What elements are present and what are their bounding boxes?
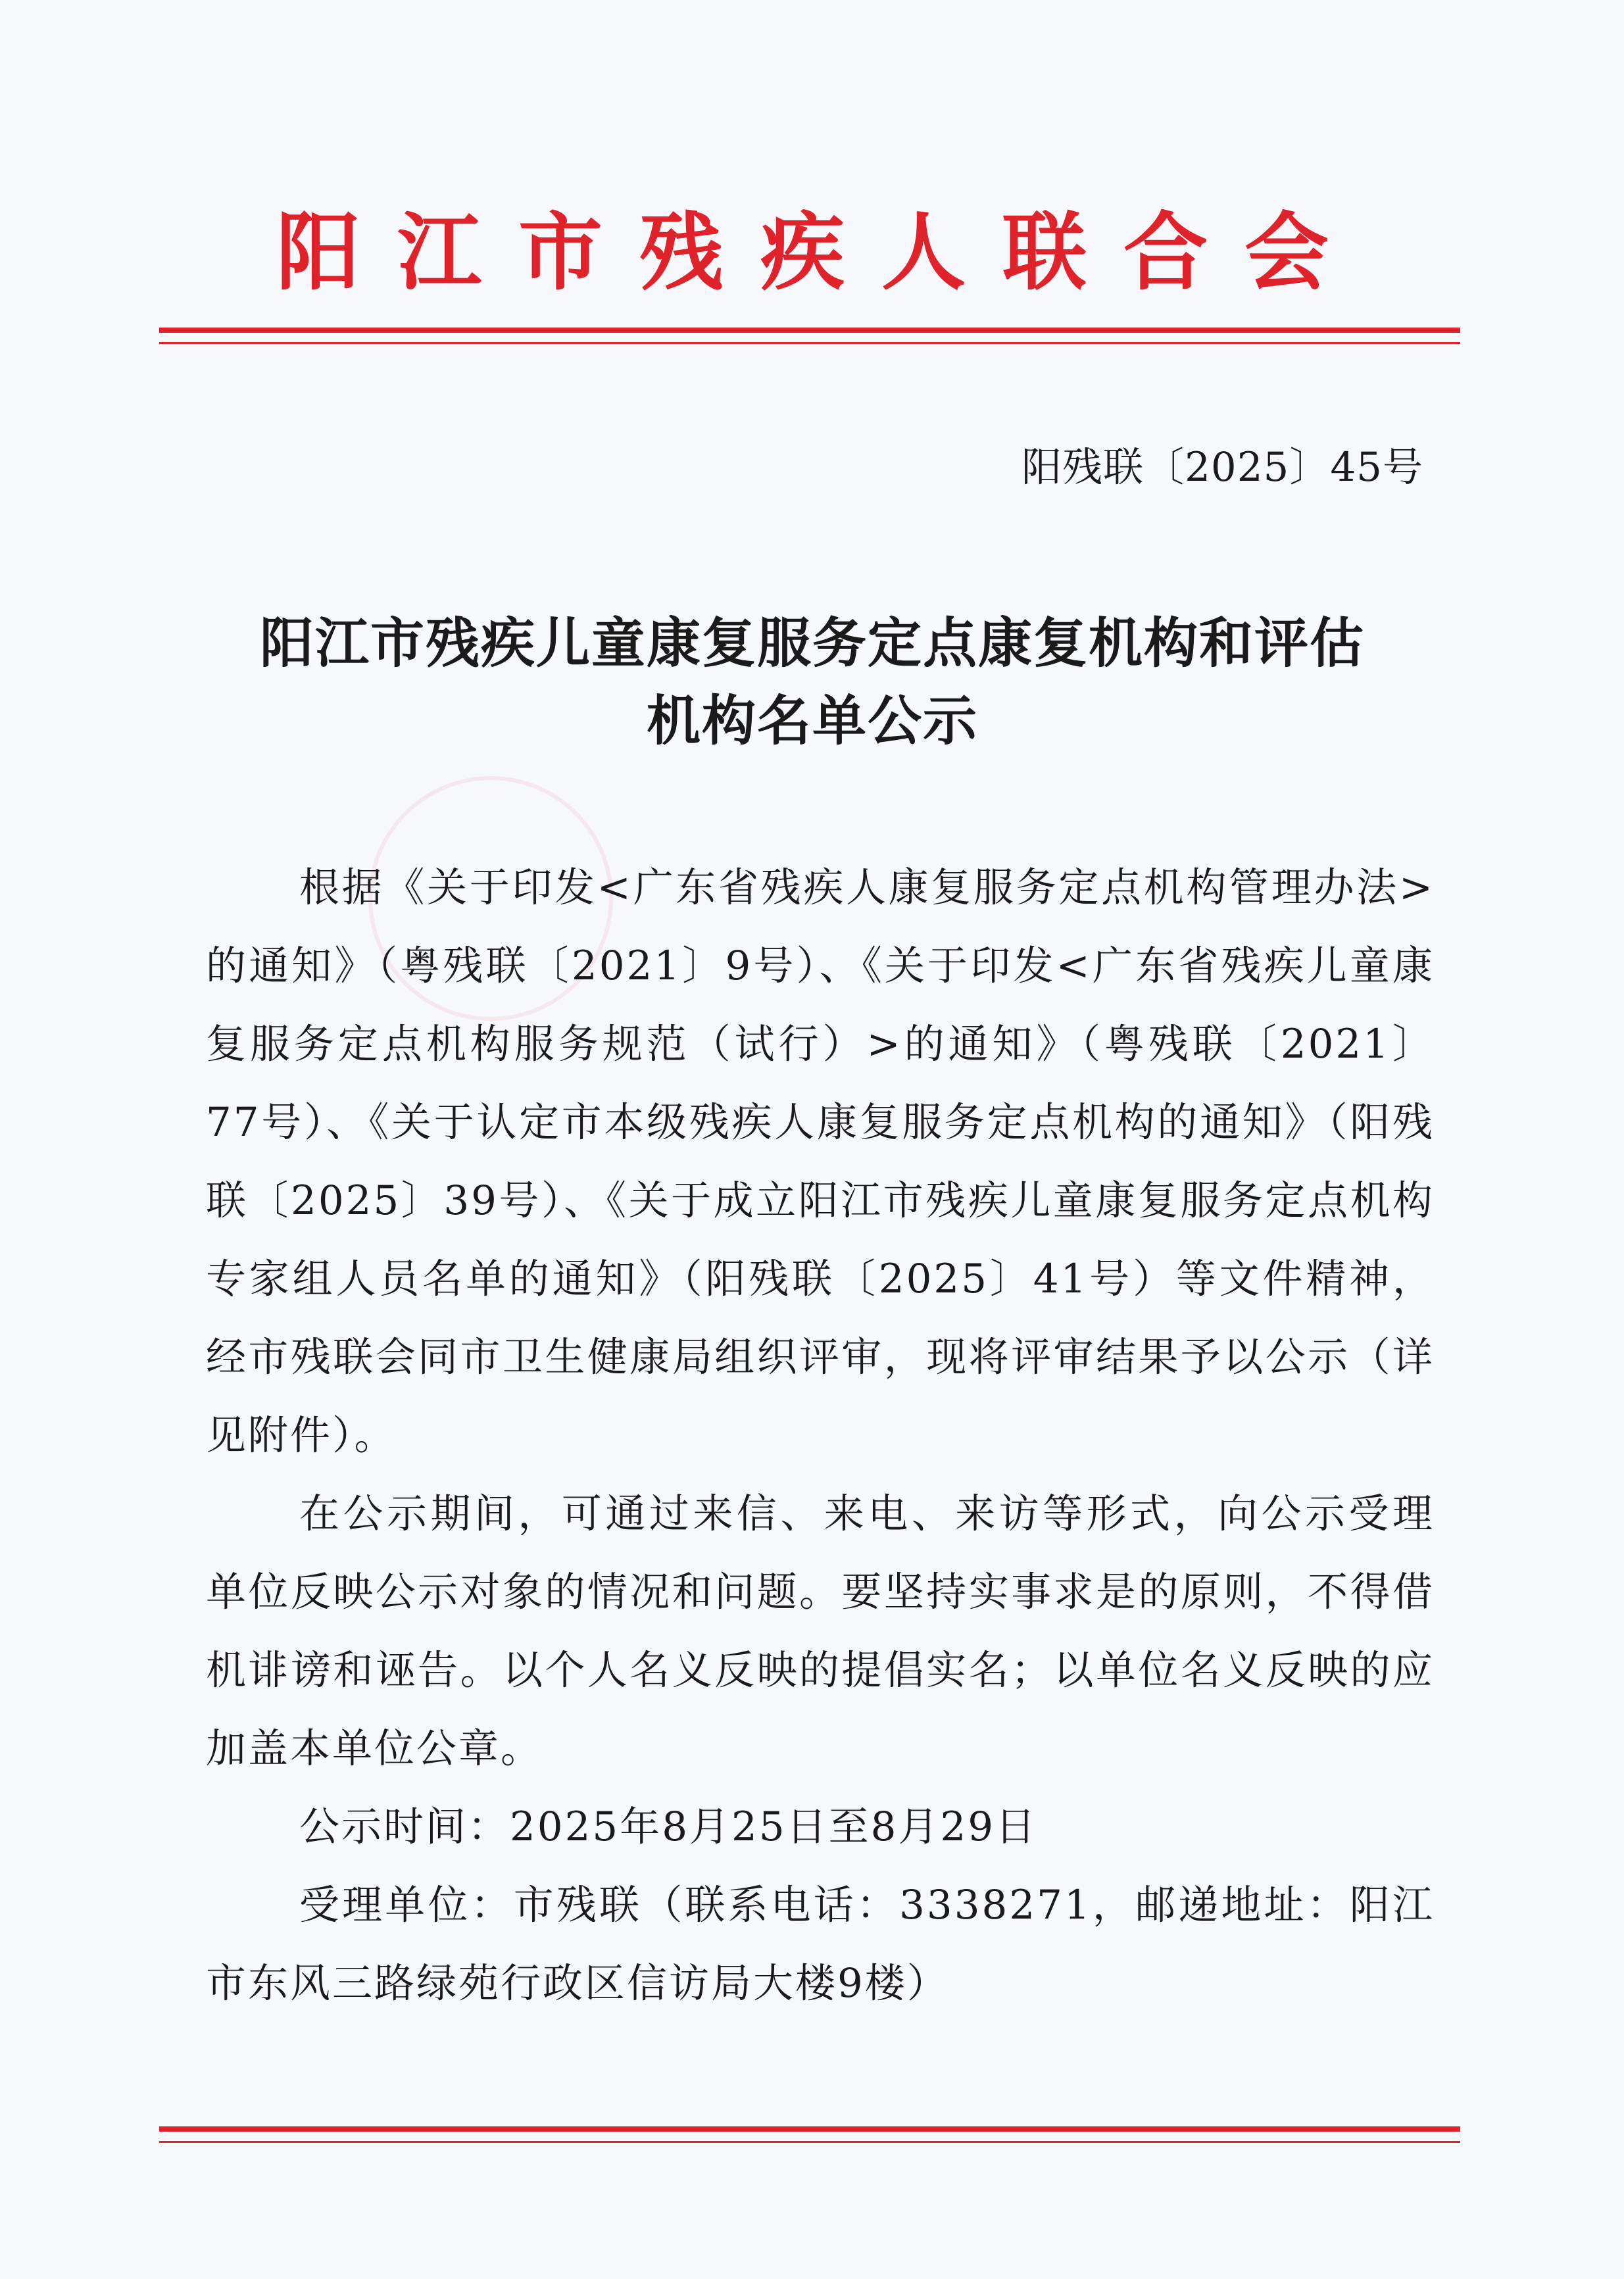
body-paragraph-contact: 受理单位：市残联（联系电话：3338271，邮递地址：阳江市东风三路绿苑行政区信访局大楼9楼） [206,1882,1435,2007]
body-paragraph-basis: 根据《关于印发<广东省残疾人康复服务定点机构管理办法>的通知》（粤残联〔2021〕9号）、《关于印发<广东省残疾儿童康复服务定点机构服务规范（试行）>的通知》（粤残联〔2021〕77号）、《关于认定市本级残疾人康复服务定点机构的通知》（阳残联〔2025〕39号）、《关于成立阳江市残疾儿童康复服务定点机构专家组人员名单的通知》（阳残联〔2025〕41号）等文件精神，经市残联会同市卫生健康局组织评审，现将评审结果予以公示（详见附件）。 [206,864,1435,1459]
notice-title [197,605,1427,760]
footer-rule-thin [159,2141,1460,2143]
header-rule-thick [159,328,1460,333]
letterhead-title: 阳江市残疾人联合会 [276,204,1366,302]
notice-title-line-2: 机构名单公示 [646,690,978,752]
header-rule-thin [159,342,1460,344]
notice-title-line-1: 阳江市残疾儿童康复服务定点康复机构和评估 [259,612,1365,675]
footer-rule-thick [159,2126,1460,2132]
document-number: 阳残联〔2025〕45号 [1021,444,1423,491]
body-paragraph-feedback: 在公示期间，可通过来信、来电、来访等形式，向公示受理单位反映公示对象的情况和问题。要坚持实事求是的原则，不得借机诽谤和诬告。以个人名义反映的提倡实名；以单位名义反映的应加盖本单位公章。 [206,1490,1435,1772]
body-paragraph-period: 公示时间：2025年8月25日至8月29日 [299,1803,1038,1850]
notice-body [206,848,1435,2022]
